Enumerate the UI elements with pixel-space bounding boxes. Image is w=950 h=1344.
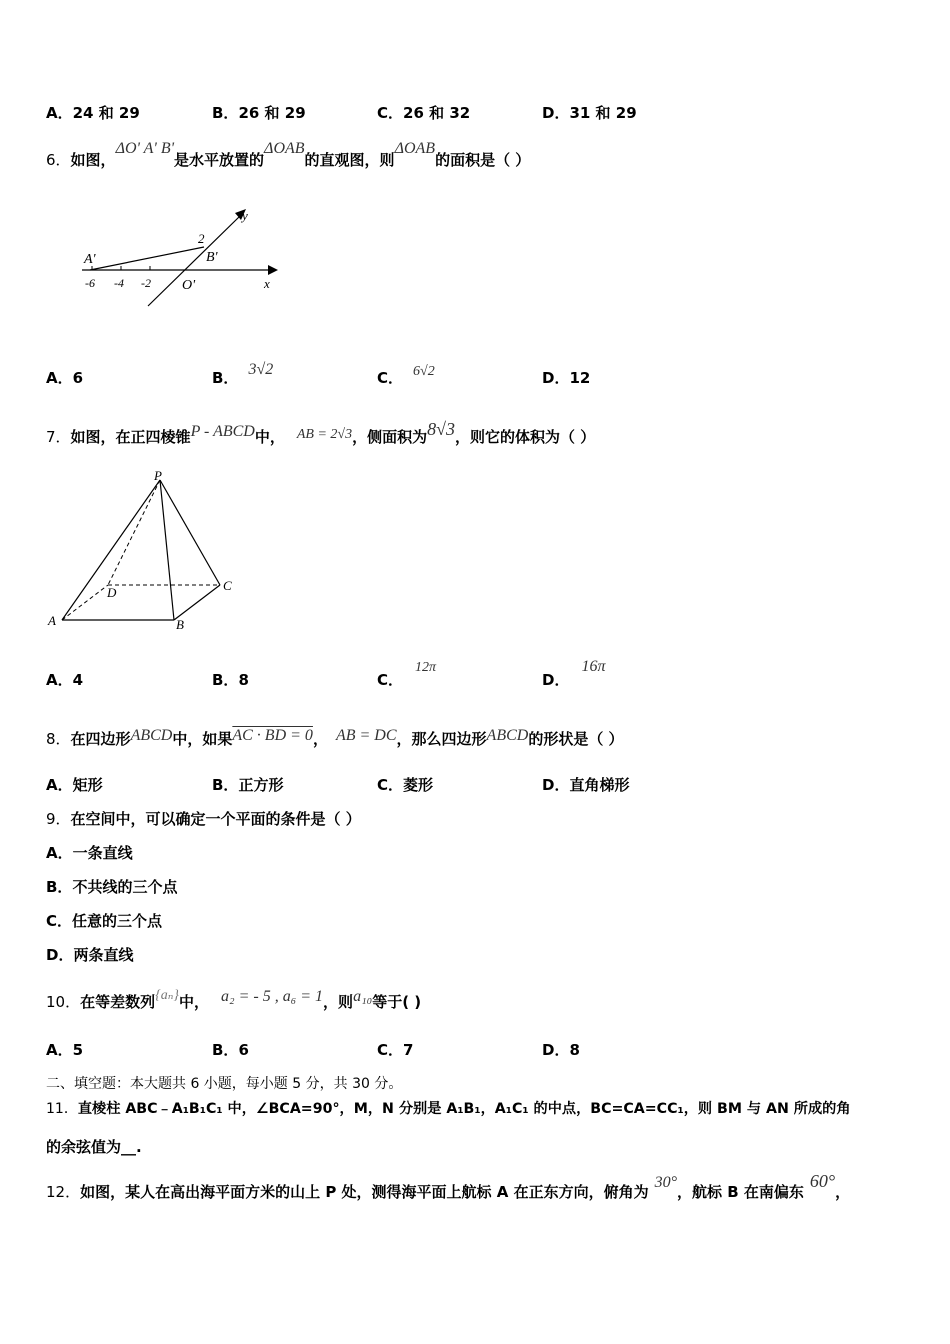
- q5-option-b: B．26 和 29: [212, 104, 306, 122]
- q7-option-b: B．8: [212, 671, 249, 689]
- q6-option-c: C． 6√2: [377, 364, 435, 387]
- q9-stem: 9．在空间中，可以确定一个平面的条件是（ ）: [46, 810, 361, 828]
- vertex-b-label: B: [176, 617, 184, 632]
- q12-stem: 12．如图，某人在高出海平面方米的山上 P 处，测得海平面上航标 A 在正东方向，俯角为30°，航标 B 在南偏东60°，: [46, 1171, 851, 1201]
- point-b-label: B': [206, 250, 218, 265]
- q6-option-a: A．6: [46, 369, 84, 387]
- vertex-c-label: C: [223, 578, 232, 593]
- q5-option-d: D．31 和 29: [542, 104, 637, 122]
- point-o-label: O': [182, 278, 196, 293]
- q10-option-b: B．6: [212, 1041, 249, 1059]
- vertex-a-label: A: [48, 613, 56, 628]
- q10-stem: 10．在等差数列{aₙ}中， a₂ = - 5 , a₆ = 1，则a₁₀等于( ): [46, 988, 422, 1011]
- y-tick-label: 2: [198, 231, 205, 246]
- q9-option-a: A．一条直线: [46, 844, 133, 862]
- q8-option-a: A．矩形: [46, 776, 103, 794]
- q7-option-d: D．16π: [542, 658, 606, 689]
- q6-option-b: B． 3√2: [212, 361, 274, 387]
- q9-option-b: B．不共线的三个点: [46, 878, 178, 896]
- q11-line-1: 11．直棱柱 ABC﹣A₁B₁C₁ 中，∠BCA=90°，M，N 分别是 A₁B₁，A₁C₁ 的中点，BC=CA=CC₁，则 BM 与 AN 所成的角: [46, 1101, 851, 1117]
- q8-option-d: D．直角梯形: [542, 776, 630, 794]
- q6-oblique-figure: [78, 200, 283, 310]
- point-a-label: A': [84, 252, 96, 267]
- q8-option-c: C．菱形: [377, 776, 434, 794]
- q6-option-d: D．12: [542, 369, 591, 387]
- x-axis-arrow: [268, 265, 278, 275]
- x-tick-label: -4: [114, 276, 124, 290]
- q7-stem: 7．如图，在正四棱锥P - ABCD中， AB = 2√3，侧面积为8√3，则它的体积为（ ）: [46, 419, 596, 446]
- q11-line-2: 的余弦值为__.: [46, 1138, 142, 1156]
- edge-pd: [108, 480, 160, 585]
- vertex-p-label: P: [154, 468, 162, 483]
- q10-option-a: A．5: [46, 1041, 84, 1059]
- section-2-heading: 二、填空题：本大题共 6 小题，每小题 5 分，共 30 分。: [46, 1076, 403, 1092]
- q5-option-c: C．26 和 32: [377, 104, 471, 122]
- q8-stem: 8．在四边形ABCD中，如果AC · BD = 0， AB = DC，那么四边形ABCD的形状是（ ）: [46, 727, 624, 748]
- vertex-d-label: D: [107, 585, 117, 600]
- y-axis-label: y: [242, 208, 248, 223]
- x-tick-label: -2: [141, 276, 151, 290]
- q7-option-c: C．12π: [377, 660, 437, 689]
- x-tick-label: -6: [85, 276, 95, 290]
- edge-bc: [174, 585, 220, 620]
- q7-option-a: A．4: [46, 671, 84, 689]
- q10-option-d: D．8: [542, 1041, 580, 1059]
- q9-option-c: C．任意的三个点: [46, 912, 163, 930]
- q8-option-b: B．正方形: [212, 776, 284, 794]
- q9-option-d: D．两条直线: [46, 946, 134, 964]
- q6-stem: 6．如图，ΔO' A' B'是水平放置的ΔOAB的直观图，则ΔOAB的面积是（ ）: [46, 140, 531, 169]
- q10-option-c: C．7: [377, 1041, 414, 1059]
- x-axis-label: x: [264, 276, 270, 291]
- segment-a-b: [90, 247, 204, 270]
- q5-option-a: A．24 和 29: [46, 104, 140, 122]
- q7-pyramid-figure: [44, 468, 244, 636]
- edge-ad: [62, 585, 108, 620]
